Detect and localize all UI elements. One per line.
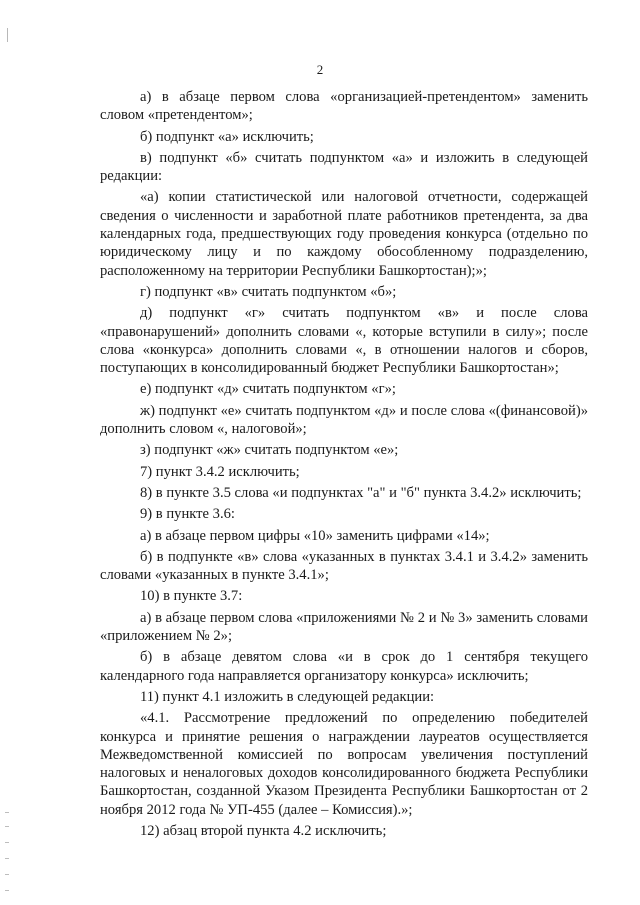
paragraph-9-b: б) в подпункте «в» слова «указанных в пунктах 3.4.1 и 3.4.2» заменить словами «указанных в пункте 3.4.1»; (100, 548, 588, 584)
scan-margin-dash (5, 890, 9, 891)
paragraph-d: д) подпункт «г» считать подпунктом «в» и после слова «правонарушений» дополнить словами «, которые вступили в силу»; после слова «конкурса» дополнить словами «, в отношении налогов и сборов, поступающих в консолидированный бюджет Республики Башкортостан»; (100, 305, 588, 377)
scan-margin-dash (5, 812, 9, 813)
paragraph-9-a: а) в абзаце первом цифры «10» заменить цифрами «14»; (140, 527, 490, 544)
paragraph-a-first-abzac: а) в абзаце первом слова «организацией-претендентом» заменить словом «претендентом»; (100, 89, 588, 124)
paragraph-8: 8) в пункте 3.5 слова «и подпунктах "а" и "б" пункта 3.4.2» исключить; (140, 484, 582, 501)
paragraph-10-b: б) в абзаце девятом слова «и в срок до 1 сентября текущего календарного года направляется организатору конкурса» исключить; (100, 649, 588, 684)
paragraph-12: 12) абзац второй пункта 4.2 исключить; (140, 822, 387, 839)
scan-margin-line-top (7, 28, 8, 42)
paragraph-g: г) подпункт «в» считать подпунктом «б»; (140, 283, 397, 300)
paragraph-11: 11) пункт 4.1 изложить в следующей редакции: (140, 688, 435, 705)
paragraph-9: 9) в пункте 3.6: (140, 506, 235, 523)
paragraph-e: е) подпункт «д» считать подпунктом «г»; (140, 381, 396, 398)
paragraph-10: 10) в пункте 3.7: (140, 588, 243, 605)
paragraph-7: 7) пункт 3.4.2 исключить; (140, 463, 300, 480)
paragraph-quoted-a: «а) копии статистической или налоговой отчетности, содержащей сведения о численности и заработной плате работников претендента, за два календарных года, предшествующих году проведения конкурса (отдельно по юридическому лицу и по каждому обособленному подразделению, расположенному на территории Республики Башкортостан);»; (100, 189, 588, 279)
page-number: 2 (316, 62, 324, 77)
paragraph-v-new-edition: в) подпункт «б» считать подпунктом «а» и изложить в следующей редакции: (100, 149, 588, 185)
document-body (100, 88, 588, 843)
paragraph-10-a: а) в абзаце первом слова «приложениями № 2 и № 3» заменить словами «приложением № 2»; (100, 609, 588, 645)
paragraph-11-quoted-4-1: «4.1. Рассмотрение предложений по определению победителей конкурса и принятие решения о награждении лауреатов осуществляется Межведомственной комиссией по вопросам увеличения поступлений налоговых и неналоговых доходов консолидированного бюджета Республики Башкортостан, созданной Указом Президента Республики Башкортостан от 2 ноября 2012 года № УП-455 (далее – Комиссия).»; (100, 710, 588, 818)
scan-margin-dash (5, 842, 9, 843)
scan-margin-dash (5, 874, 9, 875)
paragraph-zh: ж) подпункт «е» считать подпунктом «д» и после слова «(финансовой)» дополнить словом «, налоговой»; (100, 402, 588, 438)
paragraph-b-exclude: б) подпункт «а» исключить; (140, 128, 314, 145)
scan-margin-dash (5, 858, 9, 859)
scan-margin-dash (5, 826, 9, 827)
paragraph-z: з) подпункт «ж» считать подпунктом «е»; (140, 442, 399, 459)
